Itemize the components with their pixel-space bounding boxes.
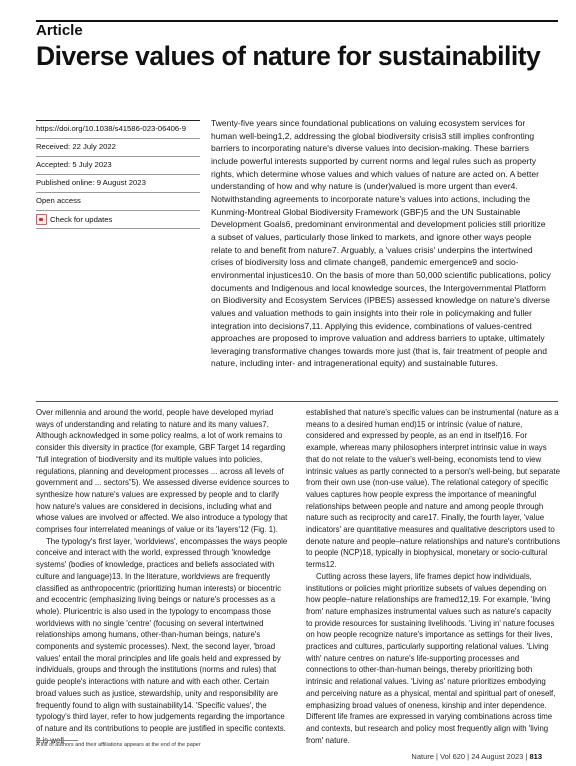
journal-name: Nature [411,752,434,761]
body-column-right [306,407,560,746]
issue-date: 24 August 2023 [471,752,524,761]
article-title: Diverse values of nature for sustainability [36,41,541,71]
body-column-left [36,407,290,746]
doi-link[interactable]: https://doi.org/10.1038/s41586-023-06406-9 [36,120,200,138]
footnote-rule [36,740,78,741]
journal-volume: Vol 620 [440,752,466,761]
check-updates-icon [36,214,47,225]
top-rule [36,20,558,22]
author-footnote: A list of authors and their affiliations appears at the end of the paper [36,742,201,748]
body-paragraph: established that nature's specific values can be instrumental (nature as a means to a desired human end)15 or intrinsic (value of nature, considered and expressed by people, as an end in itself)16. For example, whereas many philosophers interpret intrinsic value in ways that do not relate to the valuer's well-being, economists tend to view intrinsic values as partly connected to a person's well-being, but separate from their own use (non-use value). The relational category of specific values captures how people express the importance of meaningful relationships between people and nature and among people through nature such as reciprocity and care17. Finally, the fourth layer, 'value indicators' are quantitative measures and qualitative descriptors used to denote nature and people–nature relationships and nature's contributions to people (NCP)18, typically in biophysical, monetary or socio-cultural terms12. [306,408,560,570]
abstract: Twenty-five years since foundational publications on valuing ecosystem services for human well-being1,2, addressing the global biodiversity crisis3 still implies confronting barriers to incorporating nature's diverse values into decision-making. These barriers include powerful interests supported by current norms and legal rules such as property rights, which determine whose values and which values of nature are acted on. A better understanding of how and why nature is (under)valued is more urgent than ever4. Notwithstanding agreements to incorporate nature's values into actions, including the Kunming-Montreal Global Biodiversity Framework (GBF)5 and the UN Sustainable Development Goals6, predominant environmental and development policies still prioritize a subset of values, particularly those linked to markets, and ignore other ways people relate to and benefit from nature7. Arguably, a 'values crisis' underpins the intertwined crises of biodiversity loss and climate change8, pandemic emergence9 and socio-environmental injustices10. On the basis of more than 50,000 scientific publications, policy documents and Indigenous and local knowledge sources, the Intergovernmental Platform on Biodiversity and Ecosystem Services (IPBES) assessed knowledge on nature's diverse values and valuation methods to gain insights into their role in policymaking and fuller integration into decisions7,11. Applying this evidence, combinations of values-centred approaches are proposed to improve valuation and address barriers to uptake, ultimately leveraging transformative changes towards more just (that is, fair treatment of people and nature, including inter- and intragenerational equity) and sustainable futures. [211,118,551,369]
received-date: Received: 22 July 2022 [36,138,200,156]
check-updates-label: Check for updates [50,214,113,224]
body-paragraph: Cutting across these layers, life frames depict how individuals, institutions or policies might prioritize subsets of values depending on how people–nature relationships are framed12,19. For example, 'living from' nature emphasizes instrumental values such as nature's capacity to provide resources for sustaining livelihoods. 'Living in' nature focuses on how people recognize nature's importance as settings for their lives, practices and cultures, particularly supporting relational values. 'Living with' nature centres on nature's life-supporting processes and connections to other-than-human beings, thereby prioritizing both intrinsic and relational values. 'Living as' nature prioritizes embodying and perceiving nature as a physical, mental and spiritual part of oneself, emphasizing broad values of oneness, kinship and inter dependence. Different life frames are expressed in varying combinations across time and contexts, but research and policy most frequently align with 'living from' nature. [306,571,556,745]
accepted-date: Accepted: 5 July 2023 [36,156,200,174]
body-paragraph: The typology's first layer, 'worldviews', encompasses the ways people conceive and interact with the world, expressed through 'knowledge systems' (bodies of knowledge, practices and beliefs associated with culture and language)13. In the literature, worldviews are frequently classified as anthropocentric (prioritizing human interests) or biocentric and ecocentric (emphasizing living beings or nature's processes as a whole). Pluricentric is also used in the typology to encompass those worldviews with no single 'centre' (focusing on several intertwined relationships among humans, other-than-human beings, nature's components and systemic processes). Next, the second layer, 'broad values' entail the moral principles and life goals held and expressed by individuals, groups and through the institutions (norms and rules) that guide people's interactions with nature and with each other. Certain broad values such as justice, stewardship, unity and responsibility are frequently found to align with sustainability14. 'Specific values', the typology's third layer, refer to how judgements regarding the importance of nature and its contributions to people are justified in specific contexts. [36,536,288,733]
section-divider [36,401,558,402]
article-type-label: Article [36,22,83,39]
published-date: Published online: 9 August 2023 [36,174,200,192]
open-access-label: Open access [36,192,200,210]
page-footer: Nature | Vol 620 | 24 August 2023 | 813 [411,752,542,761]
body-paragraph: Over millennia and around the world, people have developed myriad ways of understanding and relating to nature and its many values7. Although acknowledged in some policy realms, a lot of work remains to consider this diversity in practice (for example, GBF Target 14 regarding “full integration of biodiversity and its multiple values into policies, regulations, planning and development processes ... across all levels of government and ... sectors”5). We assessed diverse evidence sources to synthesize how nature's values are expressed by people and to clarify how nature's values are considered in decisions, including what and whose values are involved or affected. We also introduce a typology that comprises four interrelated meanings of value or its 'layers'12 (Fig. 1). [36,408,290,535]
article-metadata-panel [36,120,200,229]
check-for-updates-button[interactable] [36,210,200,229]
page-number: 813 [529,752,542,761]
